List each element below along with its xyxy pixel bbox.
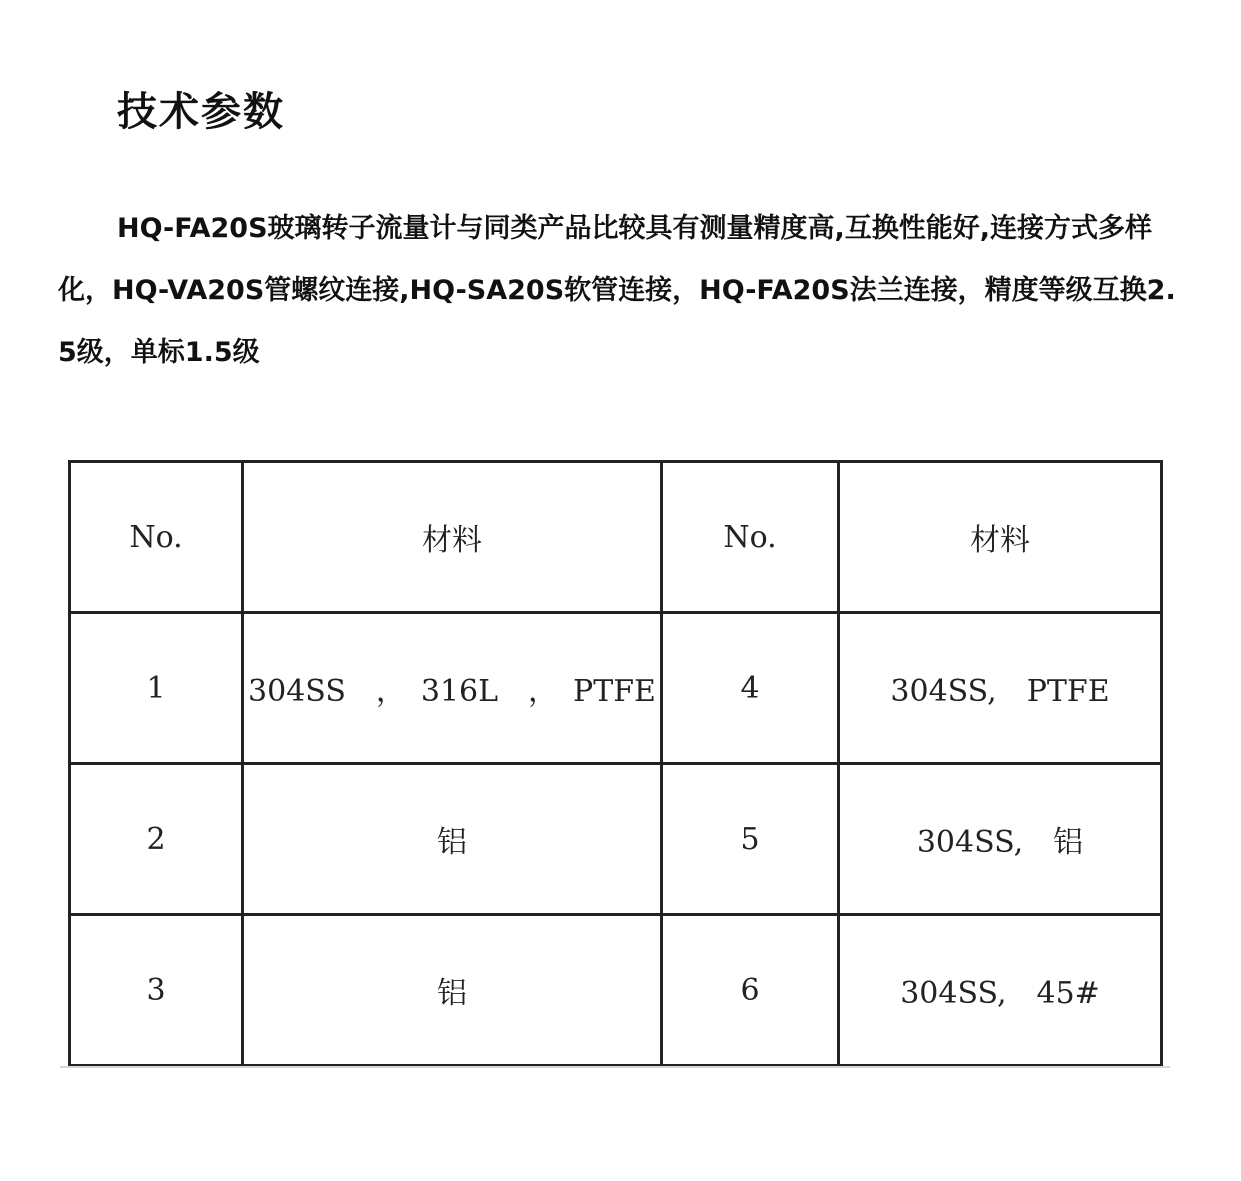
bottom-divider [60,1066,1170,1068]
page-title: 技术参数 [117,89,285,135]
cell-material-right: 304SS, 45# [839,915,1162,1066]
header-material-right: 材料 [839,462,1162,613]
header-no-left: No. [70,462,243,613]
cell-material-right: 304SS, PTFE [839,613,1162,764]
table-row [70,764,1162,915]
header-material-left: 材料 [243,462,662,613]
cell-no-left: 3 [70,915,243,1066]
cell-material-left: 铝 [243,915,662,1066]
table-row [70,915,1162,1066]
cell-no-right: 4 [662,613,839,764]
table-row [70,613,1162,764]
cell-no-left: 2 [70,764,243,915]
cell-no-left: 1 [70,613,243,764]
header-no-right: No. [662,462,839,613]
table-header-row [70,462,1162,613]
cell-no-right: 6 [662,915,839,1066]
cell-material-left: 304SS ， 316L ， PTFE [243,613,662,764]
cell-no-right: 5 [662,764,839,915]
cell-material-left: 铝 [243,764,662,915]
intro-paragraph: HQ-FA20S玻璃转子流量计与同类产品比较具有测量精度高,互换性能好,连接方式多样化，HQ-VA20S管螺纹连接,HQ-SA20S软管连接，HQ-FA20S法兰连接，精度等级互换2.5级，单标1.5级 [58,213,1176,368]
cell-material-right: 304SS, 铝 [839,764,1162,915]
spec-table-container [68,460,1163,1066]
material-table [68,460,1163,1067]
